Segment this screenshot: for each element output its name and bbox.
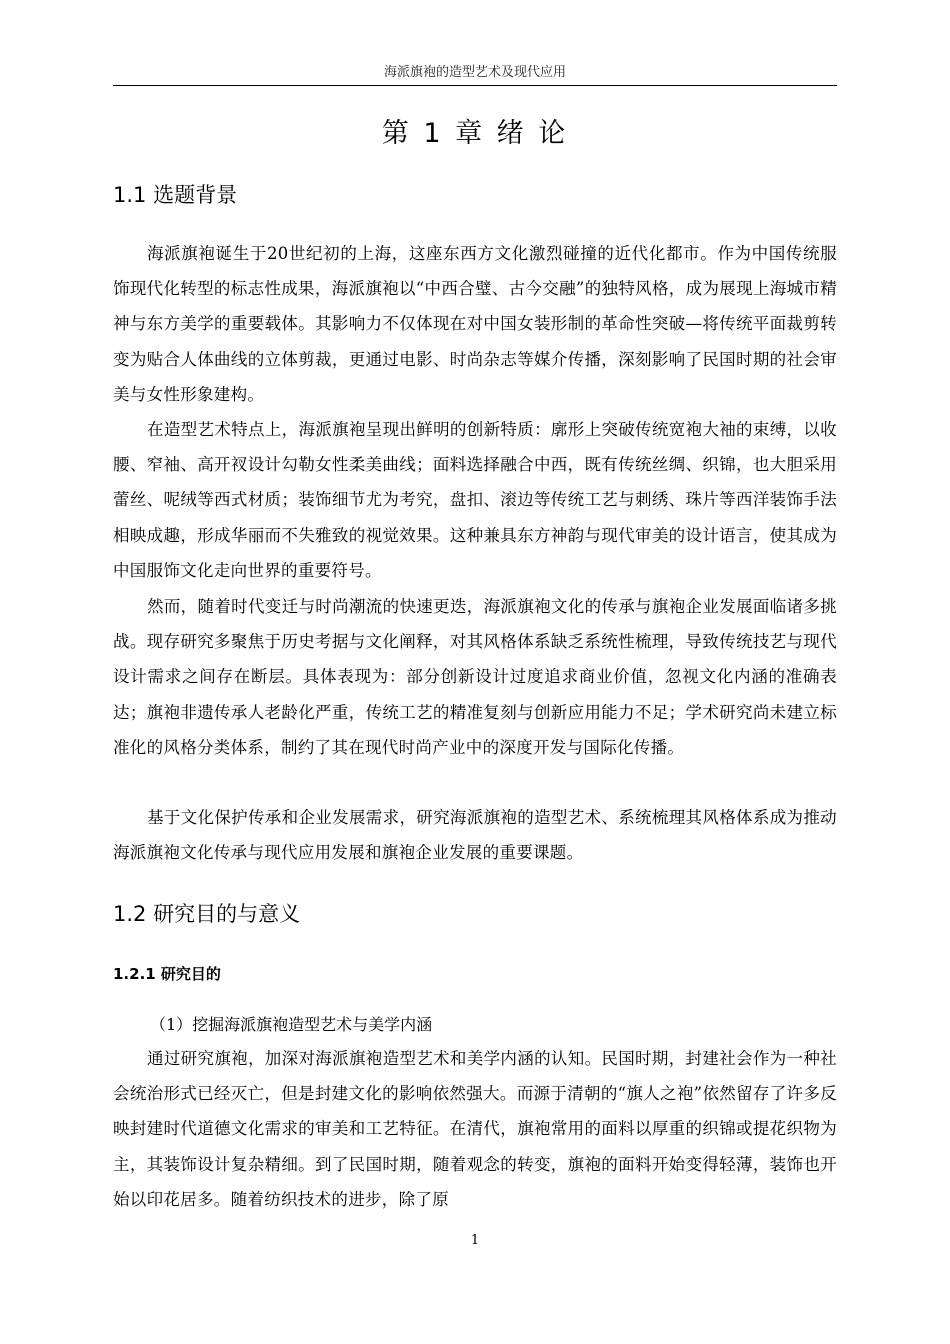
paragraph-4: 基于文化保护传承和企业发展需求，研究海派旗袍的造型艺术、系统梳理其风格体系成为推动海派旗袍文化传承与现代应用发展和旗袍企业发展的重要课题。	[113, 808, 837, 863]
section-heading-1-2: 1.2 研究目的与意义	[113, 902, 301, 926]
subsection-heading-1-2-1: 1.2.1 研究目的	[113, 965, 221, 983]
paragraph-5: 通过研究旗袍，加深对海派旗袍造型艺术和美学内涵的认知。民国时期，封建社会作为一种社会统治形式已经灭亡，但是封建文化的影响依然强大。而源于清朝的“旗人之袍”依然留存了许多反映封建时代道德文化需求的审美和工艺特征。在清代，旗袍常用的面料以厚重的织锦或提花织物为主，其装饰设计复杂精细。到了民国时期，随着观念的转变，旗袍的面料开始变得轻薄，装饰也开始以印花居多。随着纺织技术的进步，除了原	[113, 1049, 837, 1209]
paragraph-1: 海派旗袍诞生于20世纪初的上海，这座东西方文化激烈碰撞的近代化都市。作为中国传统服饰现代化转型的标志性成果，海派旗袍以“中西合璧、古今交融”的独特风格，成为展现上海城市精神与东方美学的重要载体。其影响力不仅体现在对中国女装形制的革命性突破—将传统平面裁剪转变为贴合人体曲线的立体剪裁，更通过电影、时尚杂志等媒介传播，深刻影响了民国时期的社会审美与女性形象建构。	[113, 244, 837, 404]
chapter-title: 第 1 章 绪 论	[381, 118, 569, 149]
paragraph-2: 在造型艺术特点上，海派旗袍呈现出鲜明的创新特质：廓形上突破传统宽袍大袖的束缚，以收腰、窄袖、高开衩设计勾勒女性柔美曲线；面料选择融合中西，既有传统丝绸、织锦，也大胆采用蕾丝、呢绒等西式材质；装饰细节尤为考究，盘扣、滚边等传统工艺与刺绣、珠片等西洋装饰手法相映成趣，形成华丽而不失雅致的视觉效果。这种兼具东方神韵与现代审美的设计语言，使其成为中国服饰文化走向世界的重要符号。	[113, 420, 837, 580]
header-rule	[113, 85, 837, 86]
list-item-1: （1）挖掘海派旗袍造型艺术与美学内涵	[150, 1015, 433, 1034]
section-heading-1-1: 1.1 选题背景	[113, 183, 238, 207]
page-number: 1	[470, 1233, 480, 1248]
running-header: 海派旗袍的造型艺术及现代应用	[383, 65, 566, 80]
paragraph-3: 然而，随着时代变迁与时尚潮流的快速更迭，海派旗袍文化的传承与旗袍企业发展面临诸多挑战。现存研究多聚焦于历史考据与文化阐释，对其风格体系缺乏系统性梳理，导致传统技艺与现代设计需求之间存在断层。具体表现为：部分创新设计过度追求商业价值，忽视文化内涵的准确表达；旗袍非遗传承人老龄化严重，传统工艺的精准复刻与创新应用能力不足；学术研究尚未建立标准化的风格分类体系，制约了其在现代时尚产业中的深度开发与国际化传播。	[113, 597, 837, 757]
